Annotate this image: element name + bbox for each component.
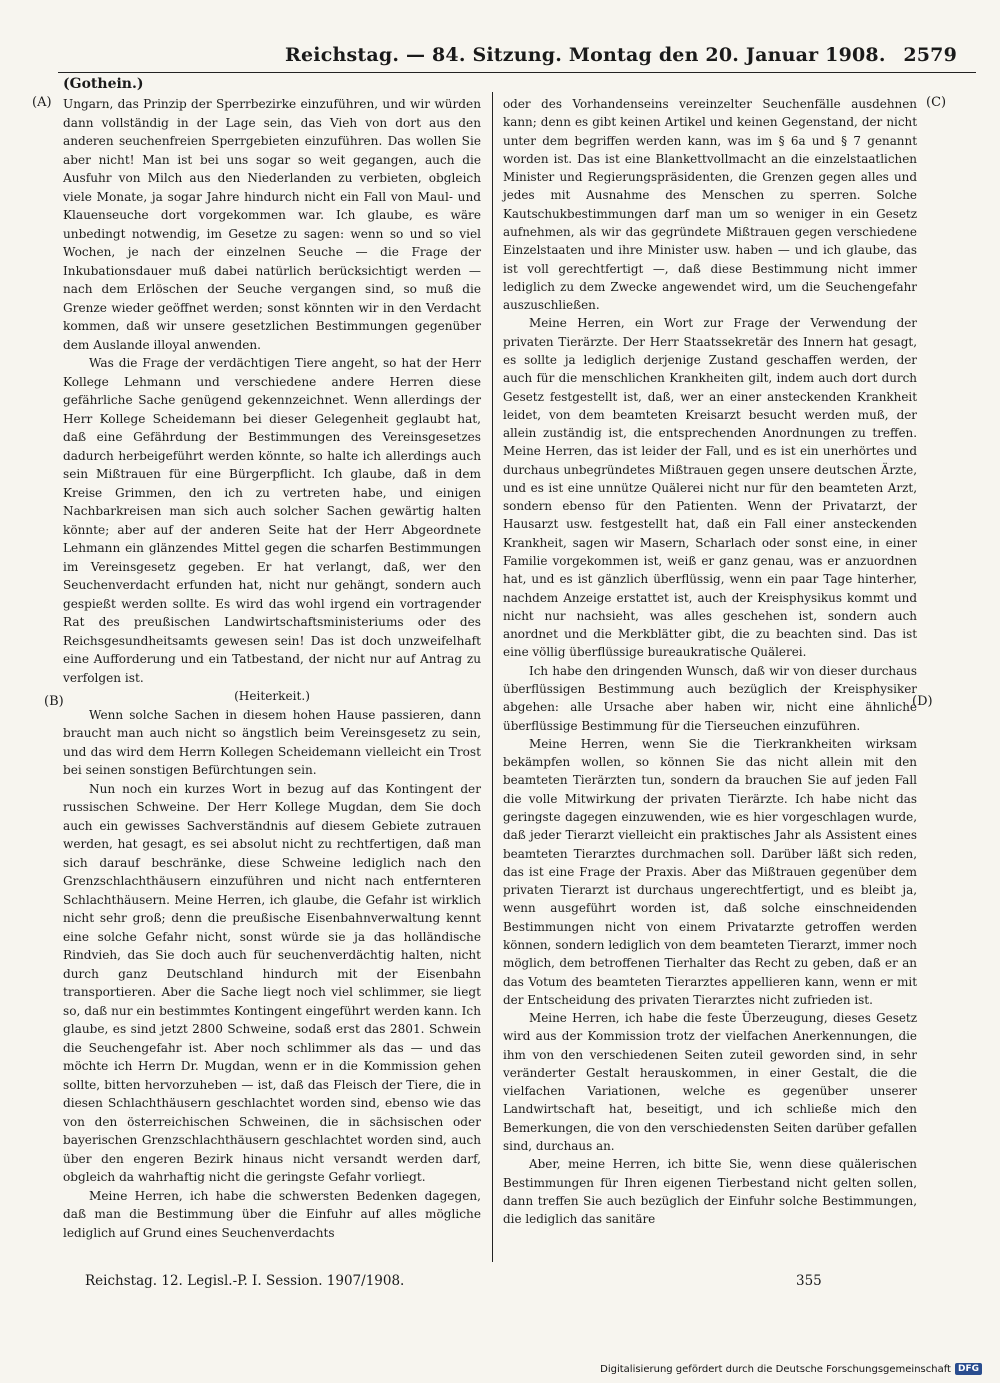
- footer-session: Reichstag. 12. Legisl.-P. I. Session. 1907/1908.: [85, 1273, 405, 1289]
- margin-mark-b: (B): [44, 694, 64, 709]
- speaker-label: (Gothein.): [63, 76, 144, 92]
- page-number: 2579: [903, 44, 957, 66]
- paragraph: Meine Herren, ich habe die feste Überzeugung, dieses Gesetz wird aus der Kommission trotz der vielfachen Anerkennungen, die ihm von den verschiedenen Seiten zuteil geworden sind, in sehr veränderter Gestalt herauskommen, in einer Gestalt, die die vielfachen Variationen, welche es gegenüber unserer Landwirtschaft hat, beseitigt, und ich schließe mich den Bemerkungen, die von den verschiedensten Seiten darüber gefallen sind, durchaus an.: [503, 1011, 917, 1154]
- paragraph: Meine Herren, wenn Sie die Tierkrankheiten wirksam bekämpfen wollen, so können Sie das nicht allein mit den beamteten Tierärzten tun, sondern da brauchen Sie auf jeden Fall die volle Mitwirkung der privaten Tierärzte. Ich habe nicht das geringste dagegen einzuwenden, wie es hier vorgeschlagen wurde, daß jeder Tierarzt vielleicht ein praktisches Jahr als Assistent eines beamteten Tierarztes durchmachen soll. Darüber läßt sich reden, das ist eine Frage der Praxis. Aber das Mißtrauen gegenüber dem privaten Tierarzt ist durchaus ungerechtfertigt, und es bleibt ja, wenn ausgeführt worden ist, daß solche einschneidenden Bestimmungen nicht von einem Privatarzte getroffen werden können, sondern lediglich von dem beamteten Tierarzt, immer noch möglich, dem betroffenen Tierhalter das Recht zu geben, daß er an das Votum des beamteten Tierarztes appellieren kann, wenn er mit der Entscheidung des privaten Tierarztes nicht zufrieden ist.: [503, 736, 917, 1007]
- running-header: [285, 44, 975, 70]
- paragraph: Aber, meine Herren, ich bitte Sie, wenn diese quälerischen Bestimmungen für Ihren eigenen Tierbestand nicht gelten sollen, dann treffen Sie auch bezüglich der Einfuhr solche Bestimmungen, die lediglich das sanitäre: [503, 1157, 917, 1227]
- header-rule: [58, 72, 976, 73]
- digitization-credit: [600, 1363, 982, 1375]
- paragraph: Meine Herren, ich habe die schwersten Bedenken dagegen, daß man die Bestimmung über die Einfuhr auf alles mögliche lediglich auf Grund eines Seuchenverdachts: [63, 1188, 481, 1240]
- paragraph: Ich habe den dringenden Wunsch, daß wir von dieser durchaus überflüssigen Bestimmung auch bezüglich der Kreisphysiker abgehen: alle Ursache aber haben wir, nicht eine ähnliche überflüssige Bestimmung für die Tierseuchen einzuführen.: [503, 663, 917, 733]
- right-column: [503, 95, 917, 1228]
- credit-text: Digitalisierung gefördert durch die Deutsche Forschungsgemeinschaft: [600, 1363, 951, 1375]
- running-title: Reichstag. — 84. Sitzung. Montag den 20. Januar 1908.: [285, 44, 886, 66]
- footer-sheet-number: 355: [796, 1273, 822, 1289]
- paragraph: Meine Herren, ein Wort zur Frage der Verwendung der privaten Tierärzte. Der Herr Staatssekretär des Innern hat gesagt, es sollte ja lediglich derjenige Zustand geschaffen werden, der auch für die menschlichen Krankheiten gilt, indem auch dort durch Gesetz festgestellt ist, daß, wer an einer ansteckenden Krankheit leidet, von dem beamteten Kreisarzt besucht werden muß, der allein zuständig ist, die entsprechenden Anordnungen zu treffen. Meine Herren, das ist leider der Fall, und es ist ein unerhörtes und durchaus unbegründetes Mißtrauen gegen unsere deutschen Ärzte, und es ist eine unnütze Quälerei nicht nur für den beamteten Arzt, sondern ebenso für den Patienten. Wenn der Privatarzt, der Hausarzt usw. festgestellt hat, daß ein Fall einer ansteckenden Krankheit, sagen wir Masern, Scharlach oder sonst eine, in einer Familie vorgekommen ist, weiß er ganz genau, was er anzuordnen hat, und es ist gänzlich überflüssig, wenn ein paar Tage hinterher, nachdem Anzeige erstattet ist, auch der Kreisphysikus kommt und nicht nur nachsieht, was alles geschehen ist, sondern auch anordnet und die Merkblätter gibt, die zu beachten sind. Das ist eine völlig überflüssige bureaukratische Quälerei.: [503, 316, 917, 660]
- paragraph: Wenn solche Sachen in diesem hohen Hause passieren, dann braucht man auch nicht so ängstlich beim Vereinsgesetz zu sein, und das wird dem Herrn Kollegen Scheidemann vielleicht ein Trost bei seinen sonstigen Befürchtungen sein.: [63, 707, 481, 777]
- paragraph: Was die Frage der verdächtigen Tiere angeht, so hat der Herr Kollege Lehmann und verschiedene andere Herren diese gefährliche Sache genügend gekennzeichnet. Wenn allerdings der Herr Kollege Scheidemann bei dieser Gelegenheit geglaubt hat, daß eine Gefährdung der Bestimmungen des Vereinsgesetzes dadurch herbeigeführt werden könnte, so halte ich allerdings auch sein Mißtrauen für eine Bürgerpflicht. Ich glaube, daß in dem Kreise Grimmen, den ich zu vertreten habe, und einigen Nachbarkreisen man sich auch solcher Sachen gewärtig halten könnte; aber auf der anderen Seite hat der Herr Abgeordnete Lehmann ein glänzendes Mittel gegen die scharfen Bestimmungen im Vereinsgesetz gegeben. Er hat verlangt, daß, wer den Seuchenverdacht erfunden hat, nicht nur gehängt, sondern auch gespießt werden sollte. Es wird das wohl irgend ein vortragender Rat des preußischen Landwirtschaftsministeriums oder des Reichsgesundheitsamts gewesen sein! Das ist doch unzweifelhaft eine Aufforderung und ein Tatbestand, der nicht nur auf Antrag zu verfolgen ist.: [63, 356, 481, 685]
- margin-mark-a: (A): [32, 95, 52, 110]
- paragraph: Nun noch ein kurzes Wort in bezug auf das Kontingent der russischen Schweine. Der Herr Kollege Mugdan, dem Sie doch auch ein gewisses Sachverständnis auf diesem Gebiete zutrauen werden, hat gesagt, es sei absolut nicht zu rechtfertigen, daß man sich darauf beschränke, diese Schweine lediglich nach den Grenzschlachthäusern einzuführen und nicht nach entfernteren Schlachthäusern. Meine Herren, ich glaube, die Gefahr ist wirklich nicht sehr groß; denn die preußische Eisenbahnverwaltung kennt eine solche Gefahr nicht, sonst würde sie ja das holländische Rindvieh, das Sie doch auch für seuchenverdächtig halten, nicht durch ganz Deutschland hindurch mit der Eisenbahn transportieren. Aber die Sache liegt noch viel schlimmer, sie liegt so, daß nur ein bestimmtes Kontingent eingeführt werden kann. Ich glaube, es sind jetzt 2800 Schweine, sodaß erst das 2801. Schwein die Seuchengefahr ist. Aber noch schlimmer als das — und das möchte ich Herrn Dr. Mugdan, wenn er in die Kommission gehen sollte, bitten hervorzuheben — ist, daß das Fleisch der Tiere, die in diesen Schlachthäusern geschlachtet worden sind, ebenso wie das von den österreichischen Schweinen, die in sächsischen oder bayerischen Grenzschlachthäusern geschlachtet worden sind, auch über den engeren Bezirk hinaus nicht versandt werden darf, obgleich da wahrhaftig nicht die geringste Gefahr vorliegt.: [63, 781, 481, 1184]
- margin-mark-c: (C): [926, 95, 947, 110]
- paragraph: oder des Vorhandenseins vereinzelter Seuchenfälle ausdehnen kann; denn es gibt keinen Artikel und keinen Gegenstand, der nicht unter dem begriffen werden kann, was im § 6a und § 7 genannt worden ist. Das ist eine Blankettvollmacht an die einzelstaatlichen Minister und Regierungspräsidenten, die Grenzen gegen alles und jedes mit Ausnahme des Menschen zu sperren. Solche Kautschukbestimmungen darf man um so weniger in ein Gesetz aufnehmen, als wir das gegründete Mißtrauen gegen verschiedene Einzelstaaten und ihre Minister usw. haben — und ich glaube, das ist voll gerechtfertigt —, daß diese Bestimmung nicht immer lediglich zu dem Zwecke angewendet wird, um die Seuchengefahr auszuschließen.: [503, 97, 917, 313]
- column-divider: [492, 92, 493, 1262]
- interjection: (Heiterkeit.): [234, 689, 310, 703]
- dfg-logo: DFG: [955, 1363, 982, 1375]
- margin-mark-d: (D): [912, 694, 933, 709]
- left-column: [63, 95, 481, 1242]
- paragraph: Ungarn, das Prinzip der Sperrbezirke einzuführen, und wir würden dann vollständig in der Lage sein, das Vieh von dort aus den anderen seuchenfreien Sperrgebieten einzuführen. Das wollen Sie aber nicht! Man ist bei uns sogar so weit gegangen, auch die Ausfuhr von Milch aus den Niederlanden zu verbieten, obgleich viele Monate, ja sogar Jahre hindurch nicht ein Fall von Maul- und Klauenseuche dort vorgekommen war. Ich glaube, es wäre unbedingt notwendig, im Gesetze zu sagen: wenn so und so viel Wochen, je nach der einzelnen Seuche — die Frage der Inkubationsdauer muß dabei natürlich berücksichtigt werden — nach dem Erlöschen der Seuche vergangen sind, so muß die Grenze wieder geöffnet werden; sonst könnten wir in den Verdacht kommen, daß wir unsere gesetzlichen Bestimmungen gegenüber dem Auslande illoyal anwenden.: [63, 97, 481, 352]
